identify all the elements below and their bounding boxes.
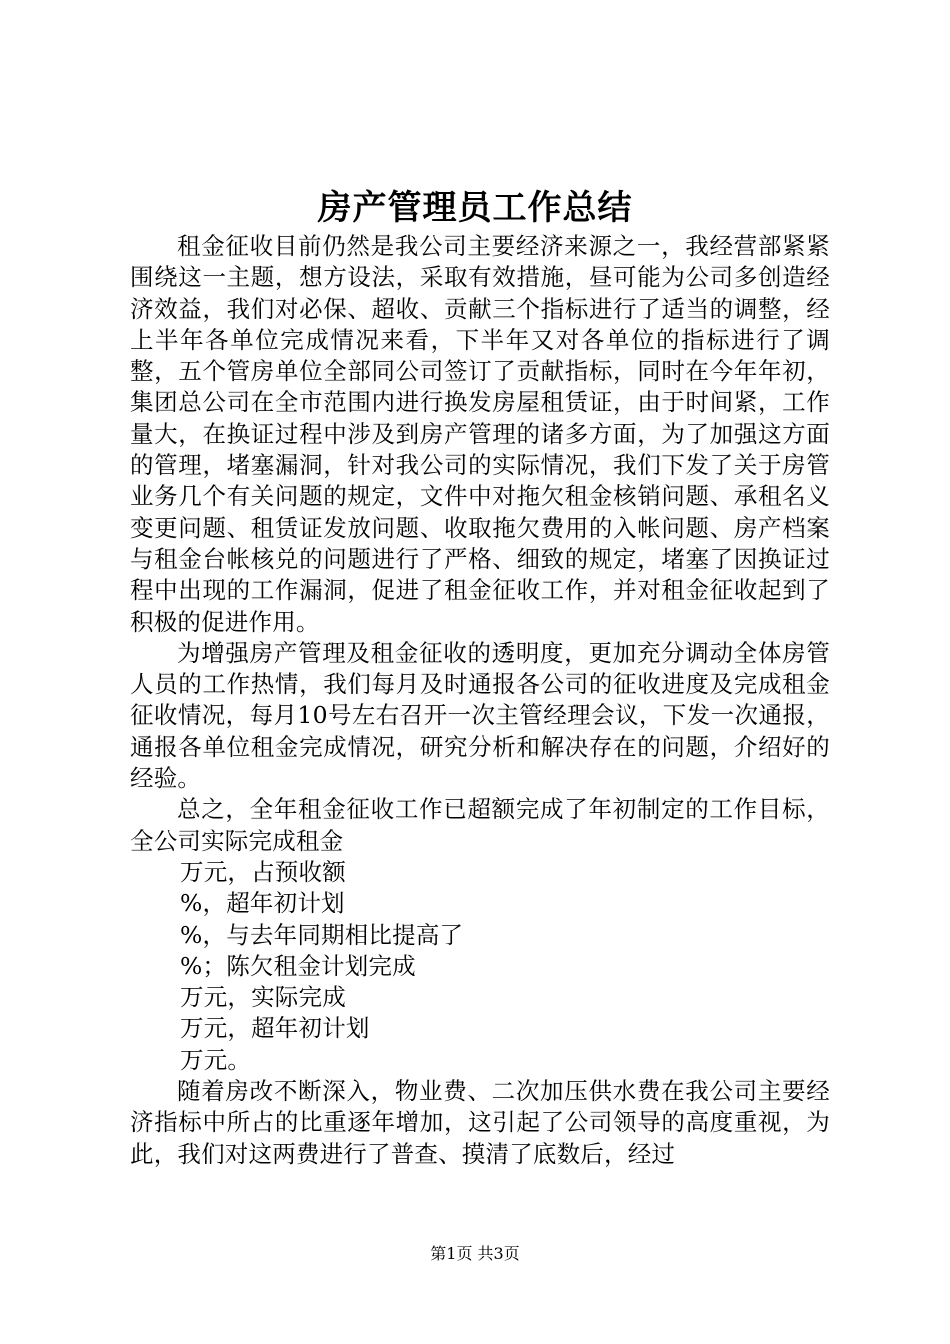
fill-line-7: 万元。 <box>180 1045 252 1074</box>
fill-line-3: %，与去年同期相比提高了 <box>180 920 464 949</box>
fill-line-4: %；陈欠租金计划完成 <box>180 951 416 980</box>
document-body <box>130 231 830 1170</box>
fill-line-2: %，超年初计划 <box>180 889 345 918</box>
paragraph-housing-reform: 随着房改不断深入，物业费、二次加压供水费在我公司主要经济指标中所占的比重逐年增加，这引起了公司领导的高度重视，为此，我们对这两费进行了普查、摸清了底数后，经过 <box>130 1077 830 1168</box>
fill-line-6: 万元，超年初计划 <box>180 1014 370 1043</box>
document-title: 房产管理员工作总结 <box>317 188 633 228</box>
fill-line-1: 万元，占预收额 <box>180 857 346 886</box>
page-footer: 第1页 共3页 <box>430 1244 520 1263</box>
paragraph-summary: 总之，全年租金征收工作已超额完成了年初制定的工作目标，全公司实际完成租金 <box>130 795 830 855</box>
paragraph-transparency: 为增强房产管理及租金征收的透明度，更加充分调动全体房管人员的工作热情，我们每月及时通报各公司的征收进度及完成租金征收情况，每月10号左右召开一次主管经理会议，下发一次通报，通报各单位租金完成情况，研究分析和解决存在的问题，介绍好的经验。 <box>130 638 830 793</box>
fill-line-5: 万元，实际完成 <box>180 983 346 1012</box>
paragraph-rent-collection: 租金征收目前仍然是我公司主要经济来源之一，我经营部紧紧围绕这一主题，想方设法，采取有效措施，昼可能为公司多创造经济效益，我们对必保、超收、贡献三个指标进行了适当的调整，经上半年各单位完成情况来看，下半年又对各单位的指标进行了调整，五个管房单位全部同公司签订了贡献指标，同时在今年年初，集团总公司在全市范围内进行换发房屋租赁证，由于时间紧，工作量大，在换证过程中涉及到房产管理的诸多方面，为了加强这方面的管理，堵塞漏洞，针对我公司的实际情况，我们下发了关于房管业务几个有关问题的规定，文件中对拖欠租金核销问题、承租名义变更问题、租赁证发放问题、收取拖欠费用的入帐问题、房产档案与租金台帐核兑的问题进行了严格、细致的规定，堵塞了因换证过程中出现的工作漏洞，促进了租金征收工作，并对租金征收起到了积极的促进作用。 <box>130 232 830 636</box>
